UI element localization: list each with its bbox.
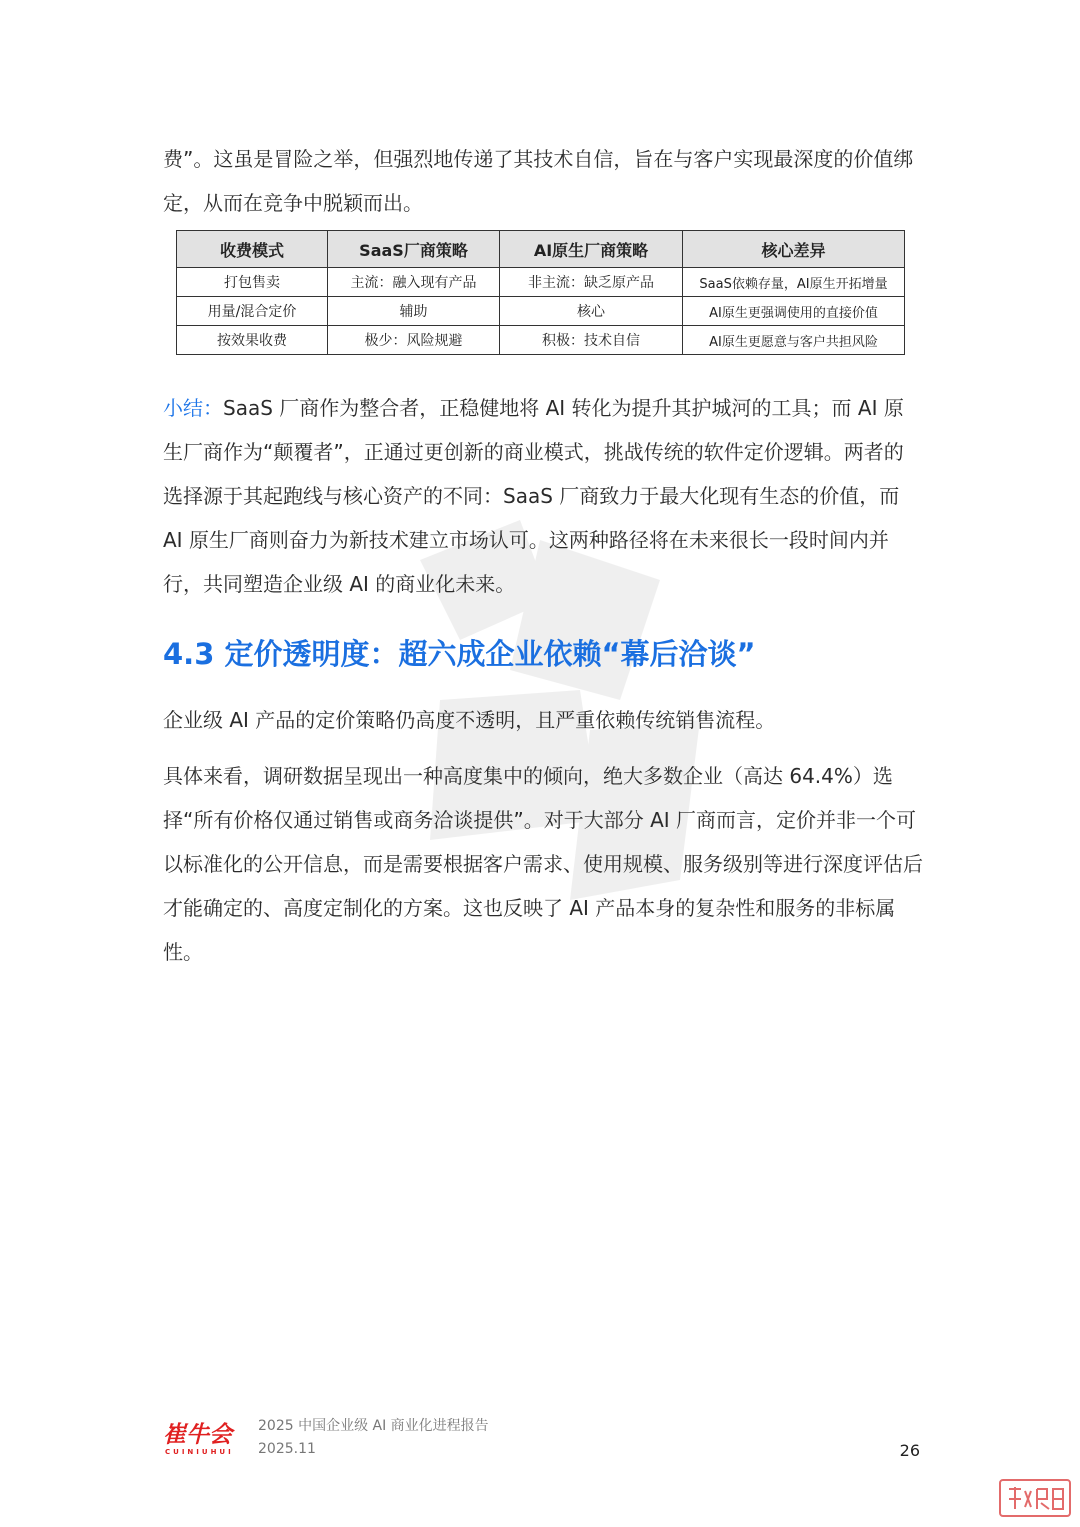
table-cell: 打包售卖: [177, 268, 328, 297]
table-header-cell: 收费模式: [177, 231, 328, 268]
footer-date: 2025.11: [258, 1441, 316, 1457]
table-header-cell: SaaS厂商策略: [328, 231, 500, 268]
summary-lead-label: 小结：: [163, 396, 223, 420]
section-heading: 4.3 定价透明度：超六成企业依赖“幕后洽谈”: [163, 637, 756, 671]
table-row: [177, 297, 905, 326]
page-number: 26: [899, 1441, 920, 1460]
table-header-cell: 核心差异: [683, 231, 905, 268]
summary-paragraph: [163, 386, 923, 606]
svg-text:CUINIUHUI: CUINIUHUI: [165, 1448, 234, 1456]
detail-paragraph: 具体来看，调研数据呈现出一种高度集中的倾向，绝大多数企业（高达 64.4%）选择“所有价格仅通过销售或商务洽谈提供”。对于大部分 AI 厂商而言，定价并非一个可以标准化的公开信息，而是需要根据客户需求、使用规模、服务级别等进行深度评估后才能确定的、高度定制化的方案。这也反映了 AI 产品本身的复杂性和服务的非标属性。: [163, 764, 923, 964]
table-cell: 按效果收费: [177, 326, 328, 355]
table-header-cell: AI原生厂商策略: [500, 231, 683, 268]
table-header-row: [177, 231, 905, 268]
svg-text:崔牛会: 崔牛会: [163, 1422, 232, 1448]
table-cell: 非主流：缺乏原产品: [500, 268, 683, 297]
pricing-strategy-table: [176, 230, 905, 355]
table-cell: 主流：融入现有产品: [328, 268, 500, 297]
paragraph-continuation: 费”。这虽是冒险之举，但强烈地传递了其技术自信，旨在与客户实现最深度的价值绑定，从而在竞争中脱颖而出。: [163, 147, 914, 215]
table-cell: 积极：技术自信: [500, 326, 683, 355]
table-cell: SaaS依赖存量，AI原生开拓增量: [683, 268, 905, 297]
red-seal-stamp-icon: [999, 1479, 1071, 1517]
table-row: [177, 326, 905, 355]
table-cell: 极少：风险规避: [328, 326, 500, 355]
table-row: [177, 268, 905, 297]
cuiniuhui-logo-icon: [163, 1418, 247, 1458]
table-cell: AI原生更愿意与客户共担风险: [683, 326, 905, 355]
table-cell: 辅助: [328, 297, 500, 326]
table-cell: 用量/混合定价: [177, 297, 328, 326]
table-cell: AI原生更强调使用的直接价值: [683, 297, 905, 326]
intro-paragraph: 企业级 AI 产品的定价策略仍高度不透明，且严重依赖传统销售流程。: [163, 708, 776, 732]
footer-report-title: 2025 中国企业级 AI 商业化进程报告: [258, 1418, 489, 1434]
summary-text: SaaS 厂商作为整合者，正稳健地将 AI 转化为提升其护城河的工具；而 AI 原生厂商作为“颠覆者”，正通过更创新的商业模式，挑战传统的软件定价逻辑。两者的选择源于其起跑线与核心资产的不同：SaaS 厂商致力于最大化现有生态的价值，而 AI 原生厂商则奋力为新技术建立市场认可。这两种路径将在未来很长一段时间内并行，共同塑造企业级 AI 的商业化未来。: [163, 396, 904, 596]
table-cell: 核心: [500, 297, 683, 326]
